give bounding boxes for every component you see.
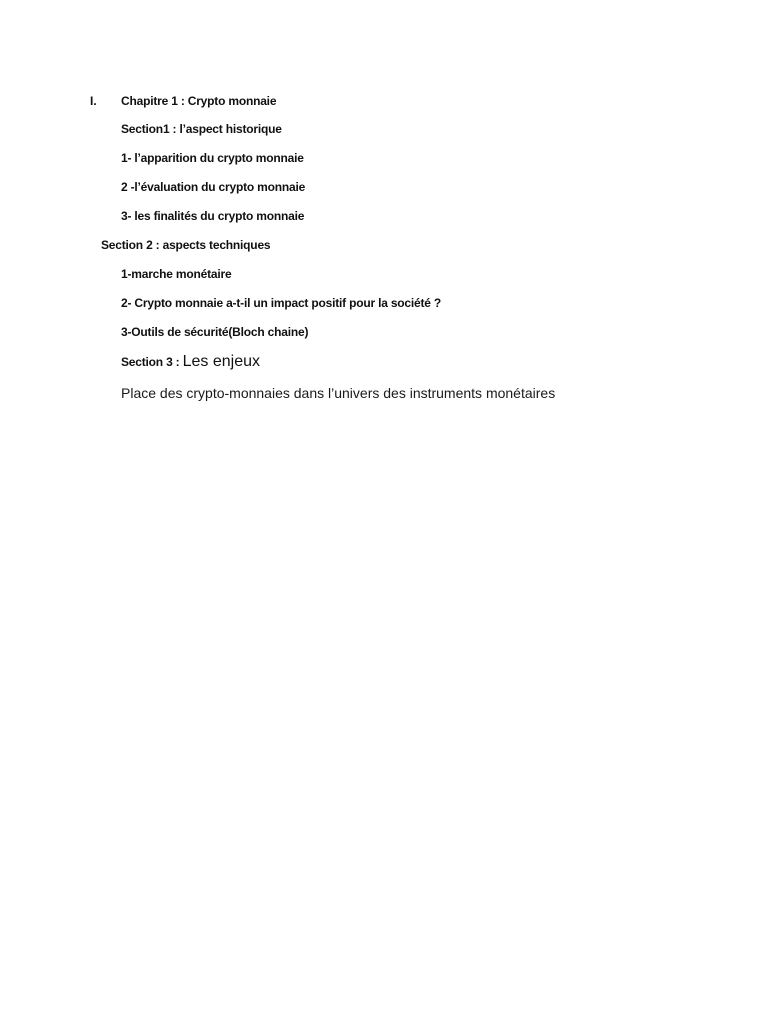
chapter-title: Chapitre 1 : Crypto monnaie <box>121 94 277 108</box>
outline-item-4: 1-marche monétaire <box>121 267 232 281</box>
section-3-heading <box>121 355 260 369</box>
outline-item-1: 1- l’apparition du crypto monnaie <box>121 151 304 165</box>
section-2-heading: Section 2 : aspects techniques <box>101 238 271 252</box>
body-paragraph: Place des crypto-monnaies dans l’univers des instruments monétaires <box>121 385 556 401</box>
section-3-prefix: Section 3 : <box>121 355 183 369</box>
section-1-heading: Section1 : l’aspect historique <box>121 122 282 136</box>
chapter-numeral: I. <box>90 94 97 108</box>
section-3-title: Les enjeux <box>182 353 261 370</box>
outline-item-5: 2- Crypto monnaie a-t-il un impact positif pour la société ? <box>121 296 442 310</box>
outline-item-2: 2 -l’évaluation du crypto monnaie <box>121 180 306 194</box>
outline-item-3: 3- les finalités du crypto monnaie <box>121 209 305 223</box>
outline-item-6: 3-Outils de sécurité(Bloch chaine) <box>121 325 309 339</box>
